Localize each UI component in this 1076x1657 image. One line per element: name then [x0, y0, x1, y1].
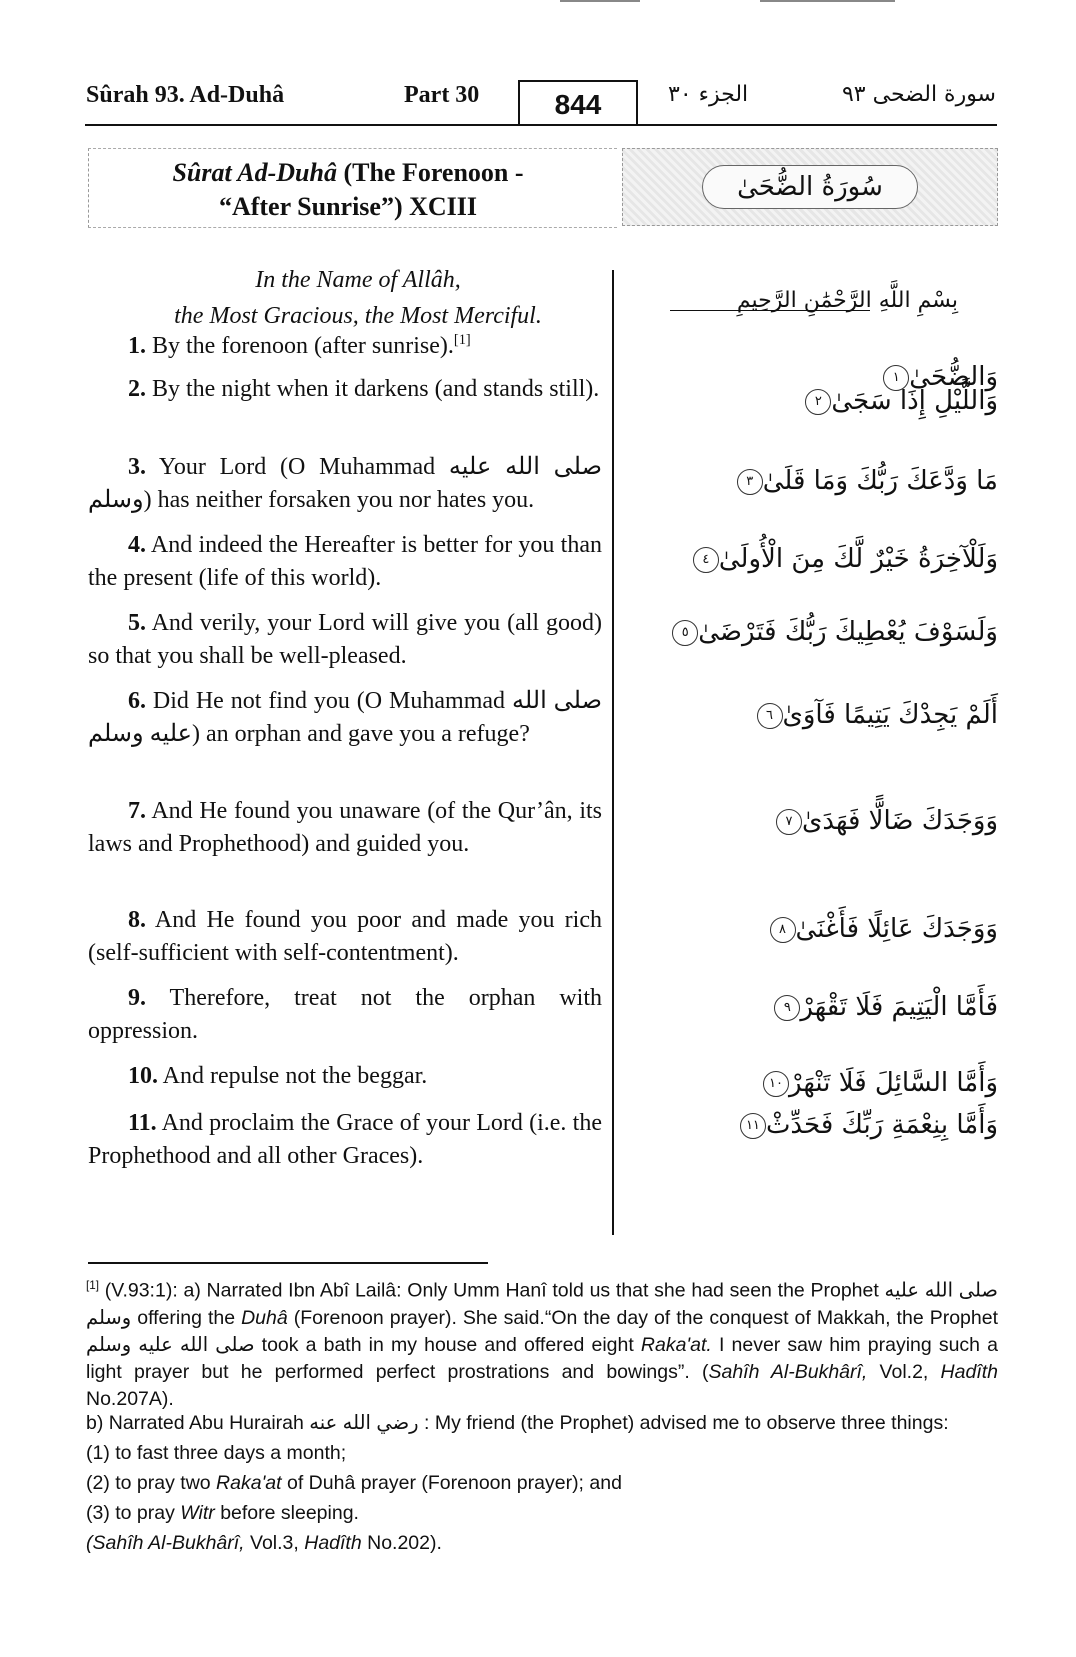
verse-number: 8. — [128, 907, 146, 933]
ayah-marker: ٨ — [770, 917, 796, 943]
arabic-verse-4 — [689, 544, 998, 574]
fn-text: (2) to pray two — [86, 1472, 217, 1494]
fn-italic: Witr — [180, 1502, 215, 1524]
fn-text: No.202). — [361, 1532, 442, 1554]
verse-text: By the night when it darkens (and stands still). — [146, 376, 600, 402]
ayah-marker: ١٠ — [763, 1071, 789, 1097]
verse-text: Did He not find you (O Muhammad صلى الله عليه وسلم) an orphan and gave you a refuge? — [88, 688, 602, 747]
fn-italic: (Sahîh Al-Bukhârî, — [86, 1532, 245, 1554]
fn-text: I never saw him praying such a light prayer but he performed perfect prostrations and bowings”. ( — [86, 1333, 998, 1383]
arabic-verse-9 — [770, 992, 998, 1022]
verse-11 — [88, 1107, 602, 1173]
title-rest: (The Forenoon - — [336, 158, 524, 187]
fn-text: Vol.2, — [867, 1360, 941, 1383]
fn-text: prayer (Forenoon prayer); and — [355, 1472, 622, 1494]
arabic-verse-7 — [772, 806, 998, 836]
verse-number: 6. — [128, 688, 146, 714]
arabic-verse-10 — [759, 1068, 998, 1098]
arabic-title: سُورَةُ الضُّحَىٰ — [702, 165, 918, 209]
verse-number: 3. — [128, 454, 146, 480]
fn-text: (Forenoon prayer). She said.“On the day of the conquest of Makkah, the Prophet صلى الله عليه وسلم took a bath in my house and offered eight — [86, 1306, 998, 1356]
arabic-text: وَالضُّحَىٰ — [909, 362, 998, 392]
fn-text: Duhâ — [308, 1472, 356, 1494]
verse-number: 4. — [128, 532, 146, 558]
arabic-text: وَوَجَدَكَ ضَالًّا فَهَدَىٰ — [801, 806, 998, 836]
header-surah-ar: سورة الضحى ٩٣ — [841, 82, 996, 107]
ayah-marker: ١ — [883, 365, 909, 391]
fn-text: before sleeping. — [214, 1502, 359, 1524]
verse-text: And He found you poor and made you rich (self-sufficient with self-contentment). — [88, 907, 602, 966]
footnote-item-3 — [86, 1500, 998, 1527]
ayah-marker: ٢ — [805, 389, 831, 415]
ayah-marker: ٣ — [737, 469, 763, 495]
arabic-text: وَوَجَدَكَ عَائِلًا فَأَغْنَىٰ — [795, 914, 998, 944]
ayah-marker: ٧ — [776, 809, 802, 835]
ayah-marker: ٥ — [672, 620, 698, 646]
verse-8 — [88, 904, 602, 970]
arabic-text: مَا وَدَّعَكَ رَبُّكَ وَمَا قَلَىٰ — [762, 466, 998, 496]
footnote-1a — [86, 1272, 998, 1413]
header-part-ar: الجزء ٣٠ — [668, 82, 749, 107]
basmala-arabic-text: بِسْمِ اللَّهِ الرَّحْمَٰنِ الرَّحِيمِ — [736, 288, 958, 313]
verse-9 — [88, 982, 602, 1048]
column-separator — [612, 270, 614, 1235]
verse-text: And He found you unaware (of the Qur’ân, its laws and Prophethood) and guided you. — [88, 798, 602, 857]
surah-title — [118, 156, 578, 224]
header-rule — [85, 124, 997, 126]
verse-text: And proclaim the Grace of your Lord (i.e. the Prophethood and all other Graces). — [88, 1110, 602, 1169]
fn-italic: Hadîth — [304, 1532, 362, 1554]
arabic-text: وَلَسَوْفَ يُعْطِيكَ رَبُّكَ فَتَرْضَىٰ — [698, 617, 998, 647]
arabic-verse-11 — [736, 1110, 998, 1140]
basmala-ar — [640, 288, 998, 328]
footnote-reference — [86, 1530, 998, 1557]
verse-number: 11. — [128, 1110, 157, 1136]
verse-3 — [88, 451, 602, 517]
fn-italic: Raka'at. — [640, 1333, 712, 1356]
verse-number: 10. — [128, 1063, 158, 1089]
fn-text: No.207A). — [86, 1387, 174, 1410]
fn-italic: Raka'at — [216, 1472, 282, 1494]
verse-number: 2. — [128, 376, 146, 402]
verse-number: 9. — [128, 985, 146, 1011]
basmala-line1: In the Name of Allâh, — [255, 267, 461, 293]
verse-number: 7. — [128, 798, 146, 824]
verse-6 — [88, 685, 602, 751]
verse-7 — [88, 795, 602, 861]
verse-text: Therefore, treat not the orphan with oppression. — [88, 985, 602, 1044]
arabic-text: فَأَمَّا الْيَتِيمَ فَلَا تَقْهَرْ — [800, 992, 998, 1022]
ayah-marker: ٩ — [774, 995, 800, 1021]
verse-text: Your Lord (O Muhammad صلى الله عليه وسلم) has neither forsaken you nor hates you. — [88, 454, 602, 513]
fn-text: of — [281, 1472, 309, 1494]
verse-1 — [88, 324, 602, 363]
fn-italic: Duhâ — [241, 1306, 288, 1329]
verse-text: And verily, your Lord will give you (all good) so that you shall be well-pleased. — [88, 610, 602, 669]
fn-text: (3) to pray — [86, 1502, 181, 1524]
footnote-ref[interactable]: [1] — [453, 332, 471, 348]
top-rule-left — [560, 0, 640, 2]
header-surah-en: Sûrah 93. Ad-Duhâ — [86, 82, 285, 108]
verse-text: And indeed the Hereafter is better for you than the present (life of this world). — [88, 532, 602, 591]
basmala-line2: the Most Gracious, the Most Merciful. — [174, 303, 542, 329]
footnote-marker: [1] — [86, 1279, 99, 1292]
arabic-text: وَأَمَّا السَّائِلَ فَلَا تَنْهَرْ — [789, 1068, 998, 1098]
fn-italic: Sahîh Al-Bukhârî, — [708, 1360, 868, 1383]
verse-number: 5. — [128, 610, 146, 636]
arabic-text: أَلَمْ يَجِدْكَ يَتِيمًا فَآوَىٰ — [782, 700, 998, 730]
page-number: 844 — [518, 80, 638, 126]
verse-2 — [88, 373, 602, 406]
verse-number: 1. — [128, 333, 146, 359]
top-rule-right — [760, 0, 895, 2]
footnote-item-1: (1) to fast three days a month; — [86, 1442, 347, 1464]
arabic-title-banner — [622, 148, 998, 226]
verse-4 — [88, 529, 602, 595]
fn-text: Vol.3, — [244, 1532, 305, 1554]
fn-italic: Hadîth — [940, 1360, 998, 1383]
footnote-rule — [88, 1262, 488, 1264]
verse-5 — [88, 607, 602, 673]
arabic-verse-6 — [753, 700, 998, 730]
verse-text: And repulse not the beggar. — [158, 1063, 428, 1089]
footnote-1b: b) Narrated Abu Hurairah رضي الله عنه : My friend (the Prophet) advised me to observe three things: — [86, 1412, 949, 1434]
footnote-item-2 — [86, 1470, 998, 1497]
arabic-verse-2 — [801, 386, 998, 416]
arabic-text: وَأَمَّا بِنِعْمَةِ رَبِّكَ فَحَدِّثْ — [765, 1110, 998, 1140]
arabic-verse-5 — [668, 617, 998, 647]
arabic-verse-3 — [733, 466, 998, 496]
ayah-marker: ٤ — [693, 547, 719, 573]
arabic-verse-8 — [766, 914, 998, 944]
title-line2: “After Sunrise”) XCIII — [218, 192, 478, 221]
ayah-marker: ١١ — [740, 1113, 766, 1139]
arabic-text: وَاللَّيْلِ إِذَا سَجَىٰ — [831, 386, 998, 416]
ayah-marker: ٦ — [757, 703, 783, 729]
verse-text: By the forenoon (after sunrise). — [146, 333, 454, 359]
arabic-text: وَلَلْآخِرَةُ خَيْرٌ لَّكَ مِنَ الْأُولَىٰ — [718, 544, 998, 574]
verse-10 — [88, 1060, 602, 1093]
title-italic: Sûrat Ad-Duhâ — [172, 158, 337, 187]
header-part-en: Part 30 — [404, 82, 480, 108]
fn-text: (V.93:1): a) Narrated Ibn Abî Lailâ: Only Umm Hanî told us that she had seen the Prophet صلى الله عليه وسلم offering the — [86, 1279, 998, 1329]
